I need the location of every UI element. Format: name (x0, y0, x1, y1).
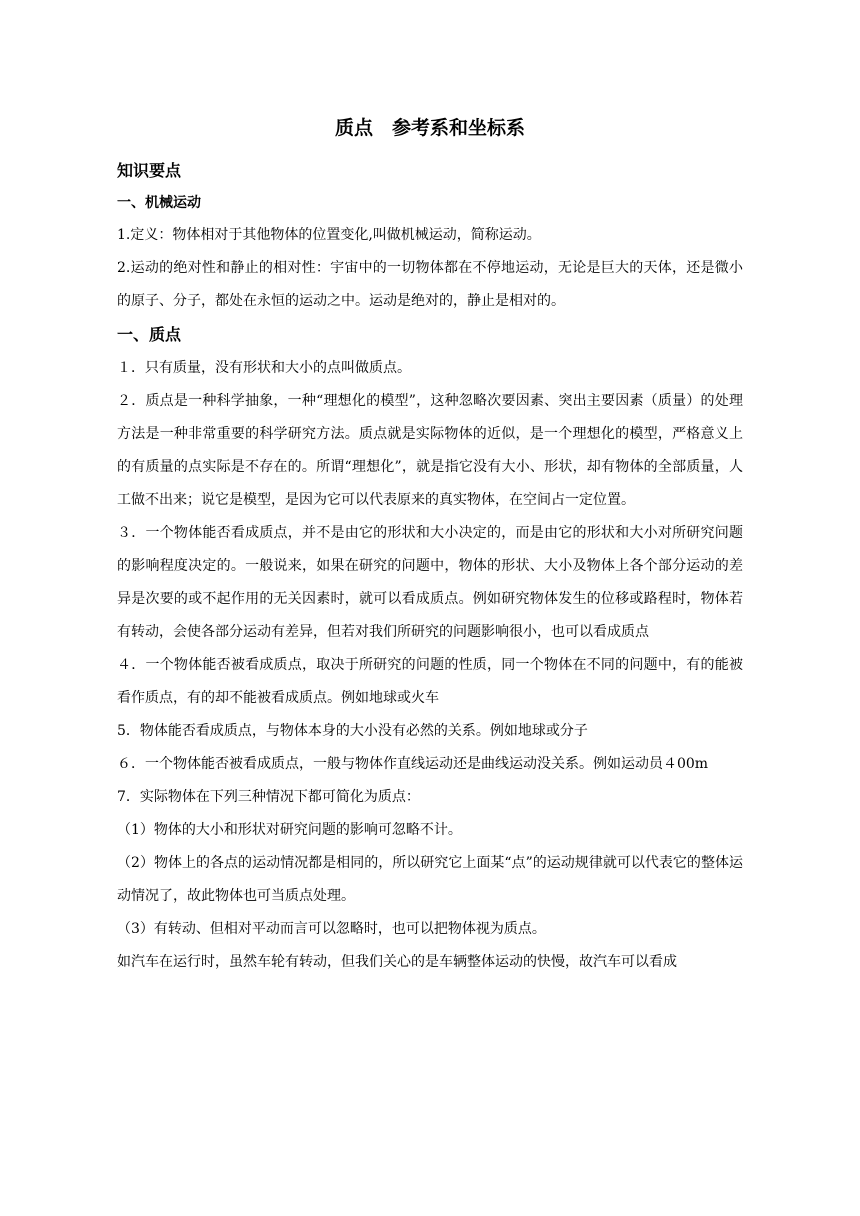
paragraph-particle-3: ３．一个物体能否看成质点，并不是由它的形状和大小决定的，而是由它的形状和大小对所研究问题的影响程度决定的。一般说来，如果在研究的问题中，物体的形状、大小及物体上各个部分运动的差异是次要的或不起作用的无关因素时，就可以看成质点。例如研究物体发生的位移或路程时，物体若有转动，会使各部分运动有差异，但若对我们所研究的问题影响很小，也可以看成质点 (117, 525, 743, 640)
paragraph-case-2: （2）物体上的各点的运动情况都是相同的，所以研究它上面某“点”的运动规律就可以代表它的整体运动情况了，故此物体也可当质点处理。 (117, 855, 743, 904)
paragraph-case-3: （3）有转动、但相对平动而言可以忽略时，也可以把物体视为质点。 (117, 921, 546, 937)
paragraph-particle-6: ６．一个物体能否被看成质点，一般与物体作直线运动还是曲线运动没关系。例如运动员４00m (117, 756, 709, 772)
paragraph-particle-4: ４．一个物体能否被看成质点，取决于所研究的问题的性质，同一个物体在不同的问题中，有的能被看作质点，有的却不能被看成质点。例如地球或火车 (117, 657, 743, 706)
paragraph-case-1: （1）物体的大小和形状对研究问题的影响可忽略不计。 (117, 822, 462, 838)
paragraph-car-example: 如汽车在运行时，虽然车轮有转动，但我们关心的是车辆整体运动的快慢，故汽车可以看成 (117, 954, 677, 970)
paragraph-particle-7: 7．实际物体在下列三种情况下都可简化为质点： (117, 789, 420, 805)
paragraph-particle-1: １．只有质量，没有形状和大小的点叫做质点。 (117, 360, 411, 376)
heading-particle: 一、质点 (117, 325, 182, 344)
paragraph-particle-5: 5．物体能否看成质点，与物体本身的大小没有必然的关系。例如地球或分子 (117, 723, 588, 739)
paragraph-absolute-relative-motion: 2.运动的绝对性和静止的相对性：宇宙中的一切物体都在不停地运动，无论是巨大的天体，还是微小的原子、分子，都处在永恒的运动之中。运动是绝对的，静止是相对的。 (117, 260, 743, 309)
paragraph-definition: 1.定义：物体相对于其他物体的位置变化,叫做机械运动，简称运动。 (117, 227, 541, 243)
heading-mechanical-motion: 一、机械运动 (117, 195, 201, 211)
section-heading-knowledge-points: 知识要点 (117, 161, 182, 180)
document-content (117, 113, 743, 979)
page-title: 质点 参考系和坐标系 (334, 117, 525, 139)
paragraph-particle-2: ２．质点是一种科学抽象，一种“理想化的模型”，这种忽略次要因素、突出主要因素（质量）的处理方法是一种非常重要的科学研究方法。质点就是实际物体的近似，是一个理想化的模型，严格意义上的有质量的点实际是不存在的。所谓“理想化”，就是指它没有大小、形状，却有物体的全部质量，人工做不出来；说它是模型，是因为它可以代表原来的真实物体，在空间占一定位置。 (117, 393, 743, 508)
